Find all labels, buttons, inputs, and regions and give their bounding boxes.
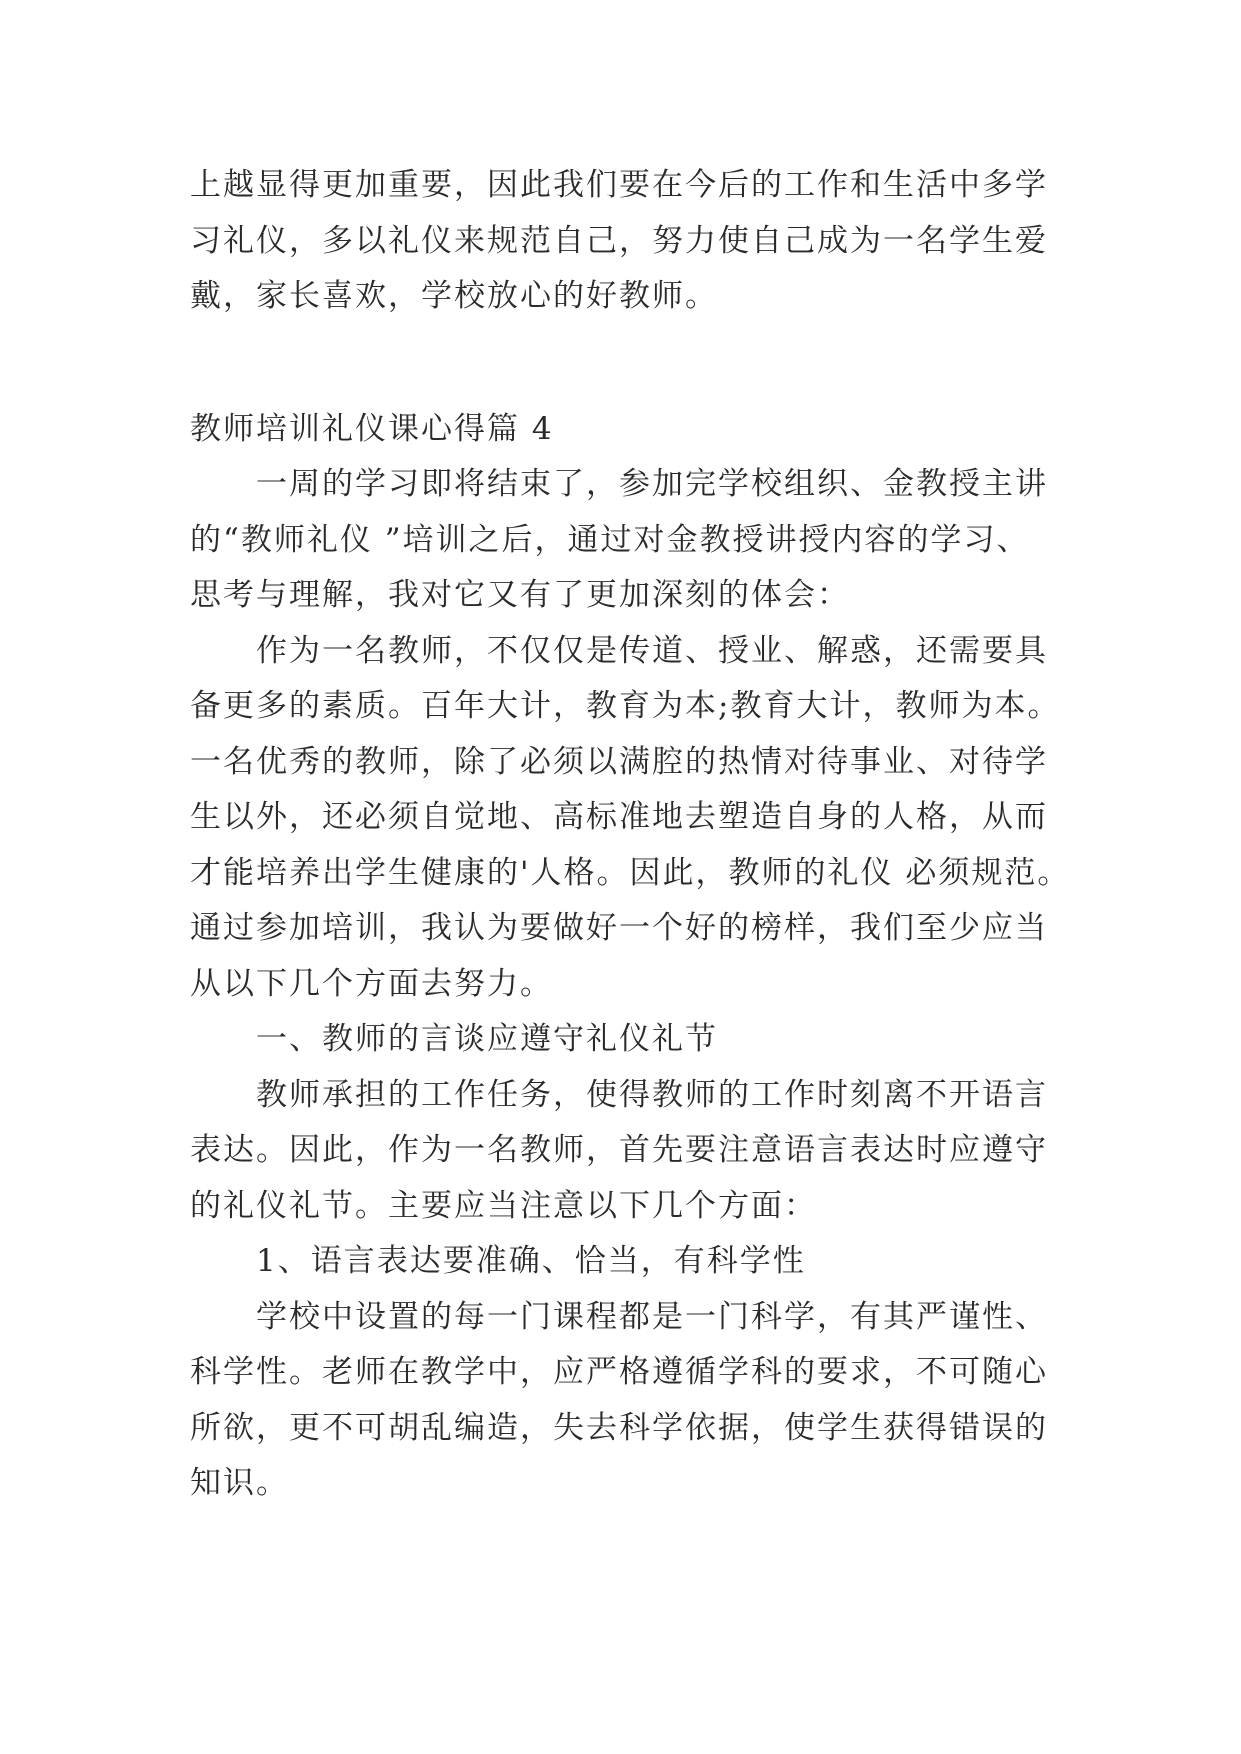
- section-gap: [190, 325, 1060, 402]
- paragraph-line: 备更多的素质。百年大计，教育为本;教育大计，教师为本。: [190, 688, 1061, 724]
- paragraph-line: 思考与理解，我对它又有了更加深刻的体会：: [190, 577, 850, 613]
- paragraph-line: 从以下几个方面去努力。: [190, 965, 553, 1002]
- paragraph-line: 一、教师的言谈应遵守礼仪礼节: [256, 1021, 718, 1057]
- section-heading: 教师培训礼仪课心得篇 4: [190, 410, 554, 447]
- paragraph-line: 的“教师礼仪 ”培训之后，通过对金教授讲授内容的学习、: [190, 521, 1030, 558]
- paragraph-line: 习礼仪，多以礼仪来规范自己，努力使自己成为一名学生爱: [190, 222, 1048, 259]
- section-body: [190, 457, 1071, 1512]
- paragraph-line: 一周的学习即将结束了，参加完学校组织、金教授主讲: [256, 466, 1048, 502]
- paragraph-line: 教师承担的工作任务，使得教师的工作时刻离不开语言: [256, 1076, 1048, 1113]
- paragraph-line: 作为一名教师，不仅仅是传道、授业、解惑，还需要具: [256, 632, 1048, 669]
- paragraph-line: 科学性。老师在教学中，应严格遵循学科的要求，不可随心: [190, 1354, 1048, 1390]
- paragraph-line: 学校中设置的每一门课程都是一门科学，有其严谨性、: [256, 1298, 1048, 1335]
- paragraph-line: 通过参加培训，我认为要做好一个好的榜样，我们至少应当: [190, 910, 1048, 946]
- paragraph-line: 才能培养出学生健康的'人格。因此，教师的礼仪 必须规范。: [190, 854, 1071, 891]
- paragraph-line: 1、语言表达要准确、恰当，有科学性: [256, 1243, 806, 1279]
- paragraph-line: 生以外，还必须自觉地、高标准地去塑造自身的人格，从而: [190, 799, 1048, 835]
- paragraph-line: 戴，家长喜欢，学校放心的好教师。: [190, 278, 718, 314]
- document-text: [190, 158, 1071, 1512]
- paragraph-line: 一名优秀的教师，除了必须以满腔的热情对待事业、对待学: [190, 743, 1048, 780]
- paragraph-line: 上越显得更加重要，因此我们要在今后的工作和生活中多学: [190, 167, 1048, 203]
- paragraph-line: 表达。因此，作为一名教师，首先要注意语言表达时应遵守: [190, 1132, 1048, 1168]
- paragraph-line: 知识。: [190, 1465, 289, 1501]
- paragraph-line: 的礼仪礼节。主要应当注意以下几个方面：: [190, 1187, 817, 1224]
- paragraph-line: 所欲，更不可胡乱编造，失去科学依据，使学生获得错误的: [190, 1409, 1048, 1446]
